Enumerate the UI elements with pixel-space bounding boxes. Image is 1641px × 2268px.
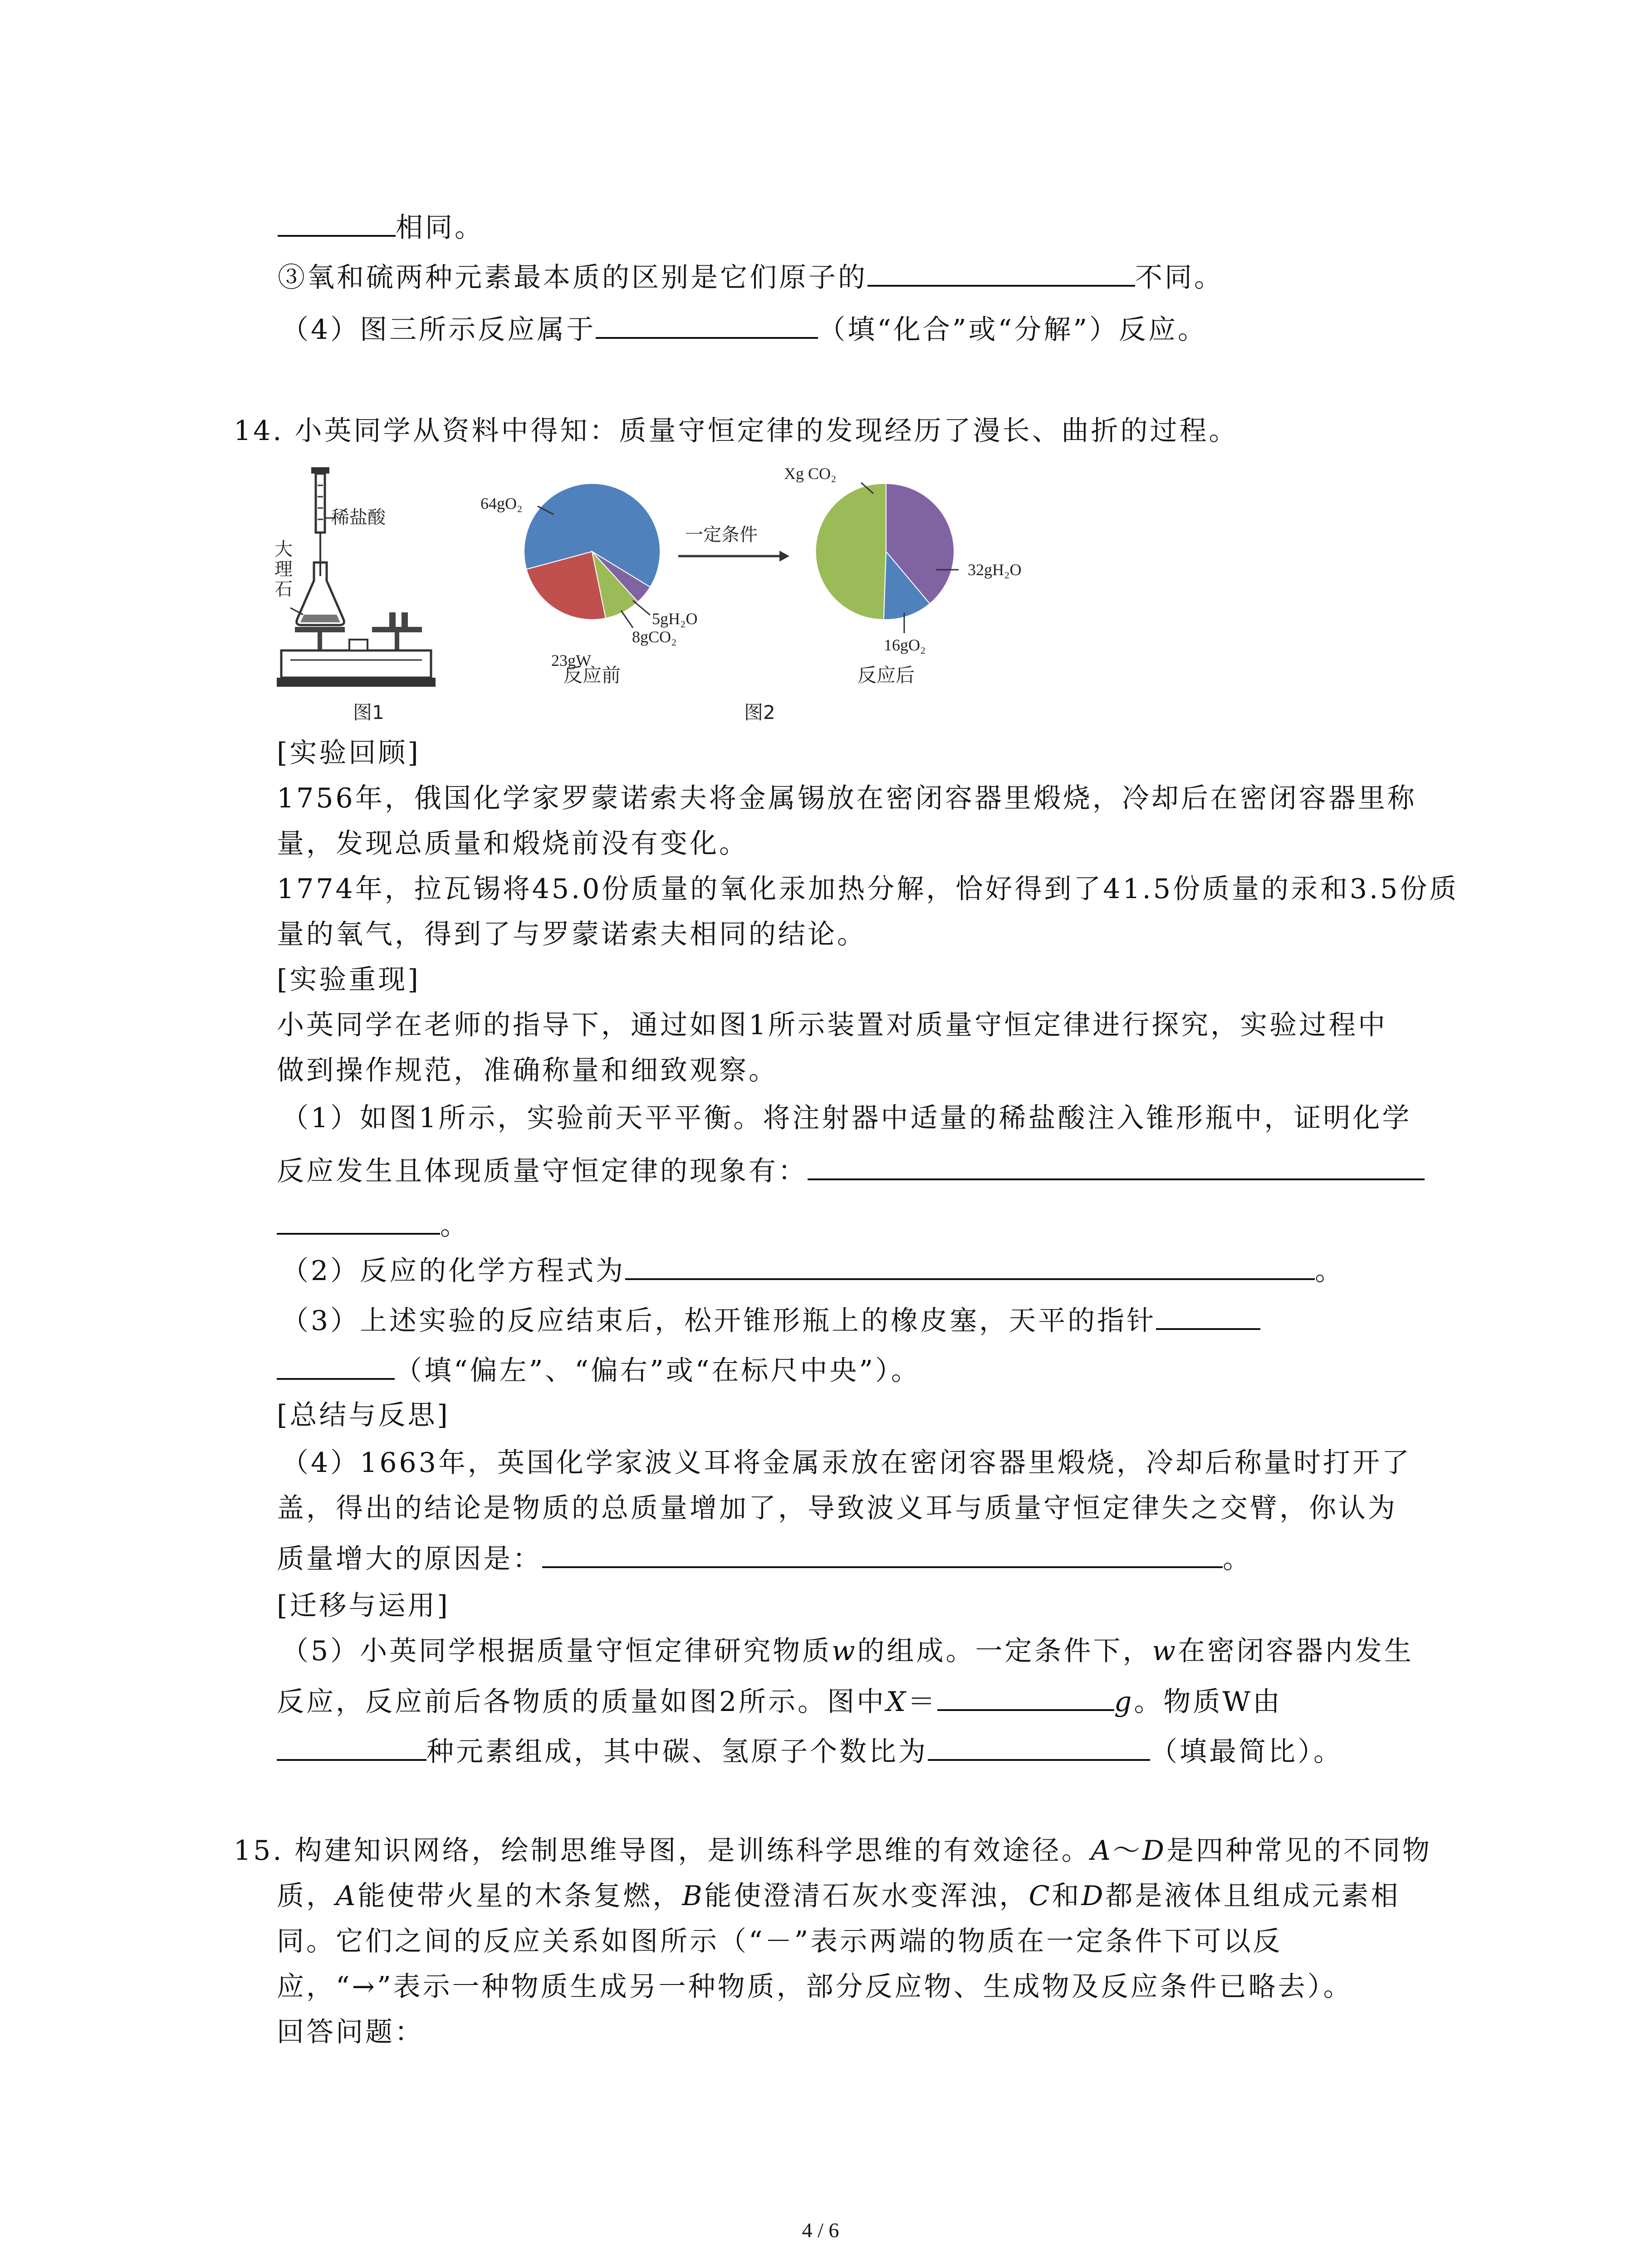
q14-intro: 14. 小英同学从资料中得知：质量守恒定律的发现经历了漫长、曲折的过程。 — [234, 415, 1239, 447]
svg-text:16gO₂: 16gO₂ — [884, 636, 926, 654]
section-transfer: [迁移与运用] — [277, 1590, 450, 1622]
answer-blank[interactable] — [867, 259, 1135, 287]
svg-text:8gCO₂: 8gCO₂ — [632, 628, 677, 646]
q14-5b: 反应，反应前后各物质的质量如图2所示。图中X＝ g。物质W由 — [277, 1683, 1282, 1720]
svg-text:Xg CO₂: Xg CO₂ — [784, 464, 837, 483]
fig1-caption: 图1 — [353, 701, 384, 723]
svg-text:石: 石 — [274, 579, 293, 599]
question-number: 14. — [234, 415, 284, 447]
answer-blank[interactable] — [277, 1207, 440, 1235]
q14-1b: 反应发生且体现质量守恒定律的现象有： — [277, 1152, 1425, 1189]
q14-figure — [272, 458, 1089, 739]
q15-2: 质，A能使带火星的木条复燃，B能使澄清石灰水变浑浊，C和D都是液体且组成元素相 — [277, 1880, 1401, 1912]
q15-1: 15. 构建知识网络，绘制思维导图，是训练科学思维的有效途径。A～D是四种常见的不同物 — [234, 1835, 1432, 1867]
review-2a: 1774年，拉瓦锡将45.0份质量的氧化汞加热分解，恰好得到了41.5份质量的汞和3.5份质 — [277, 873, 1459, 905]
answer-blank[interactable] — [808, 1152, 1425, 1180]
answer-blank[interactable] — [1156, 1302, 1260, 1330]
pie-after — [784, 464, 1022, 654]
question-number: 15. — [234, 1835, 284, 1867]
svg-text:5gH₂O: 5gH₂O — [652, 610, 698, 628]
q14-5a: （5）小英同学根据质量守恒定律研究物质w的组成。一定条件下，w在密闭容器内发生 — [281, 1635, 1414, 1667]
q14-1c: 。 — [277, 1207, 470, 1244]
q14-3a: （3）上述实验的反应结束后，松开锥形瓶上的橡皮塞，天平的指针 — [281, 1302, 1260, 1339]
answer-blank[interactable] — [596, 311, 818, 339]
fig2-caption: 图2 — [744, 701, 775, 723]
q14-4c: 质量增大的原因是： 。 — [277, 1540, 1252, 1577]
repro-a: 小英同学在老师的指导下，通过如图1所示装置对质量守恒定律进行探究，实验过程中 — [277, 1009, 1388, 1041]
prev-line-3: （4）图三所示反应属于 （填“化合”或“分解”）反应。 — [281, 311, 1207, 348]
prev-line-1: 相同。 — [278, 209, 484, 246]
svg-text:32gH₂O: 32gH₂O — [968, 561, 1022, 579]
slice-co2-after — [816, 484, 886, 620]
balance-apparatus-icon — [274, 467, 436, 687]
q15-5: 回答问题： — [277, 2016, 424, 2048]
q14-2: （2）反应的化学方程式为 。 — [281, 1252, 1344, 1289]
section-summary: [总结与反思] — [277, 1399, 450, 1431]
page-number: 4 / 6 — [802, 2219, 839, 2242]
section-repro: [实验重现] — [277, 964, 421, 996]
q14-4a: （4）1663年，英国化学家波义耳将金属汞放在密闭容器里煅烧，冷却后称量时打开了 — [281, 1447, 1411, 1479]
review-2b: 量的氧气，得到了与罗蒙诺索夫相同的结论。 — [277, 919, 867, 950]
section-review: [实验回顾] — [277, 737, 421, 769]
answer-blank[interactable] — [277, 1352, 395, 1380]
svg-text:一定条件: 一定条件 — [685, 525, 758, 545]
svg-text:理: 理 — [274, 559, 293, 579]
answer-blank[interactable] — [277, 1733, 426, 1761]
svg-text:23gW: 23gW — [551, 651, 591, 670]
q14-5c: 种元素组成，其中碳、氢原子个数比为 （填最简比）。 — [277, 1733, 1343, 1770]
svg-text:64gO₂: 64gO₂ — [480, 494, 523, 513]
before-caption: 反应前 — [563, 664, 621, 686]
answer-blank[interactable] — [937, 1683, 1114, 1711]
answer-blank[interactable] — [625, 1252, 1315, 1280]
answer-blank[interactable] — [278, 209, 396, 237]
q14-4b: 盖，得出的结论是物质的总质量增加了，导致波义耳与质量守恒定律失之交臂，你认为 — [277, 1492, 1397, 1524]
repro-b: 做到操作规范，准确称量和细致观察。 — [277, 1055, 778, 1086]
answer-blank[interactable] — [542, 1540, 1223, 1568]
prev-line-2: ③氧和硫两种元素最本质的区别是它们原子的 不同。 — [278, 259, 1224, 296]
q14-3b: （填“偏左”、“偏右”或“在标尺中央”）。 — [277, 1352, 921, 1389]
after-caption: 反应后 — [857, 664, 915, 686]
pie-before — [480, 484, 698, 670]
answer-blank[interactable] — [928, 1733, 1150, 1761]
review-1a: 1756年，俄国化学家罗蒙诺索夫将金属锡放在密闭容器里煅烧，冷却后在密闭容器里称 — [277, 782, 1417, 814]
svg-text:大: 大 — [274, 539, 293, 559]
q15-3: 同。它们之间的反应关系如图所示（“－”表示两端的物质在一定条件下可以反 — [277, 1926, 1283, 1957]
acid-label: 稀盐酸 — [331, 508, 386, 528]
reaction-arrow-icon — [678, 525, 789, 562]
q14-1a: （1）如图1所示，实验前天平平衡。将注射器中适量的稀盐酸注入锥形瓶中，证明化学 — [281, 1102, 1412, 1134]
q15-4: 应，“→”表示一种物质生成另一种物质，部分反应物、生成物及反应条件已略去）。 — [277, 1971, 1353, 2003]
review-1b: 量，发现总质量和煅烧前没有变化。 — [277, 828, 749, 860]
